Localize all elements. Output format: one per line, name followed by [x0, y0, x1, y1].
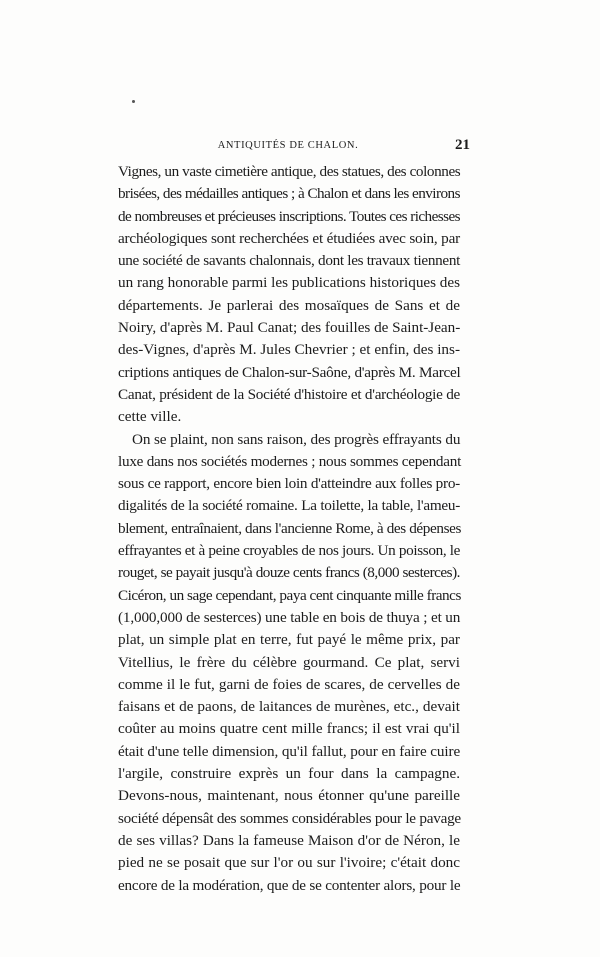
ink-speck: [132, 100, 135, 103]
text-line: une société de savants chalonnais, dont les travaux tiennent: [118, 252, 460, 270]
body-text: [118, 161, 460, 897]
text-line: comme il le fut, garni de foies de scares, de cervelles de: [118, 675, 460, 693]
text-line: coûter au moins quatre cent mille francs; il est vrai qu'il: [118, 720, 460, 738]
text-line: effrayantes et à peine croyables de nos jours. Un poisson, le: [118, 542, 460, 560]
text-line: digalités de la société romaine. La toilette, la table, l'ameu-: [118, 497, 460, 515]
text-line: rouget, se payait jusqu'à douze cents francs (8,000 sesterces).: [118, 564, 460, 582]
text-line: Noiry, d'après M. Paul Canat; des fouilles de Saint-Jean-: [118, 319, 461, 337]
text-line: cette ville.: [118, 408, 182, 426]
text-line: Vitellius, le frère du célèbre gourmand. Ce plat, servi: [118, 653, 460, 671]
text-line: Canat, président de la Société d'histoire et d'archéologie de: [118, 385, 460, 403]
text-line: était d'une telle dimension, qu'il fallut, pour en faire cuire: [118, 742, 461, 760]
text-line: sous ce rapport, encore bien loin d'atteindre aux folles pro-: [118, 475, 460, 493]
text-line: brisées, des médailles antiques ; à Chalon et dans les environs: [118, 185, 460, 203]
text-line: faisans et de paons, de laitances de murènes, etc., devait: [118, 698, 460, 716]
page-number: 21: [455, 137, 470, 153]
text-line: Devons-nous, maintenant, nous étonner qu'une pareille: [118, 787, 460, 805]
text-line: pied ne se posait que sur l'or ou sur l'ivoire; c'était donc: [118, 854, 460, 872]
running-title: ANTIQUITÉS DE CHALON.: [217, 140, 359, 151]
text-line: de ses villas? Dans la fameuse Maison d'or de Néron, le: [118, 831, 460, 849]
text-line: des-Vignes, d'après M. Jules Chevrier ; et enfin, des ins-: [118, 341, 460, 359]
text-line: criptions antiques de Chalon-sur-Saône, d'après M. Marcel: [118, 363, 461, 381]
running-head: [118, 137, 470, 158]
text-line: luxe dans nos sociétés modernes ; nous sommes cependant: [118, 452, 462, 470]
text-line: (1,000,000 de sesterces) une table en bois de thuya ; et un: [118, 608, 461, 626]
text-line: société dépensât des sommes considérables pour le pavage: [118, 809, 461, 827]
paragraph: [118, 429, 460, 897]
text-line: Vignes, un vaste cimetière antique, des statues, des colonnes: [118, 163, 461, 180]
text-line: départements. Je parlerai des mosaïques de Sans et de: [118, 296, 460, 314]
text-line: On se plaint, non sans raison, des progrès effrayants du: [132, 430, 461, 448]
paragraph: [118, 161, 460, 429]
text-line: plat, un simple plat en terre, fut payé le même prix, par: [118, 631, 460, 649]
text-line: un rang honorable parmi les publications historiques des: [118, 274, 460, 292]
text-line: encore de la modération, que de se contenter alors, pour le: [118, 876, 461, 894]
text-line: Cicéron, un sage cependant, paya cent cinquante mille francs: [118, 586, 461, 604]
text-line: de nombreuses et précieuses inscriptions. Toutes ces richesses: [118, 207, 460, 225]
text-line: blement, entraînaient, dans l'ancienne Rome, à des dépenses: [118, 519, 462, 537]
text-line: l'argile, construire exprès un four dans la campagne.: [118, 765, 460, 783]
text-line: archéologiques sont recherchées et étudiées avec soin, par: [118, 229, 460, 247]
